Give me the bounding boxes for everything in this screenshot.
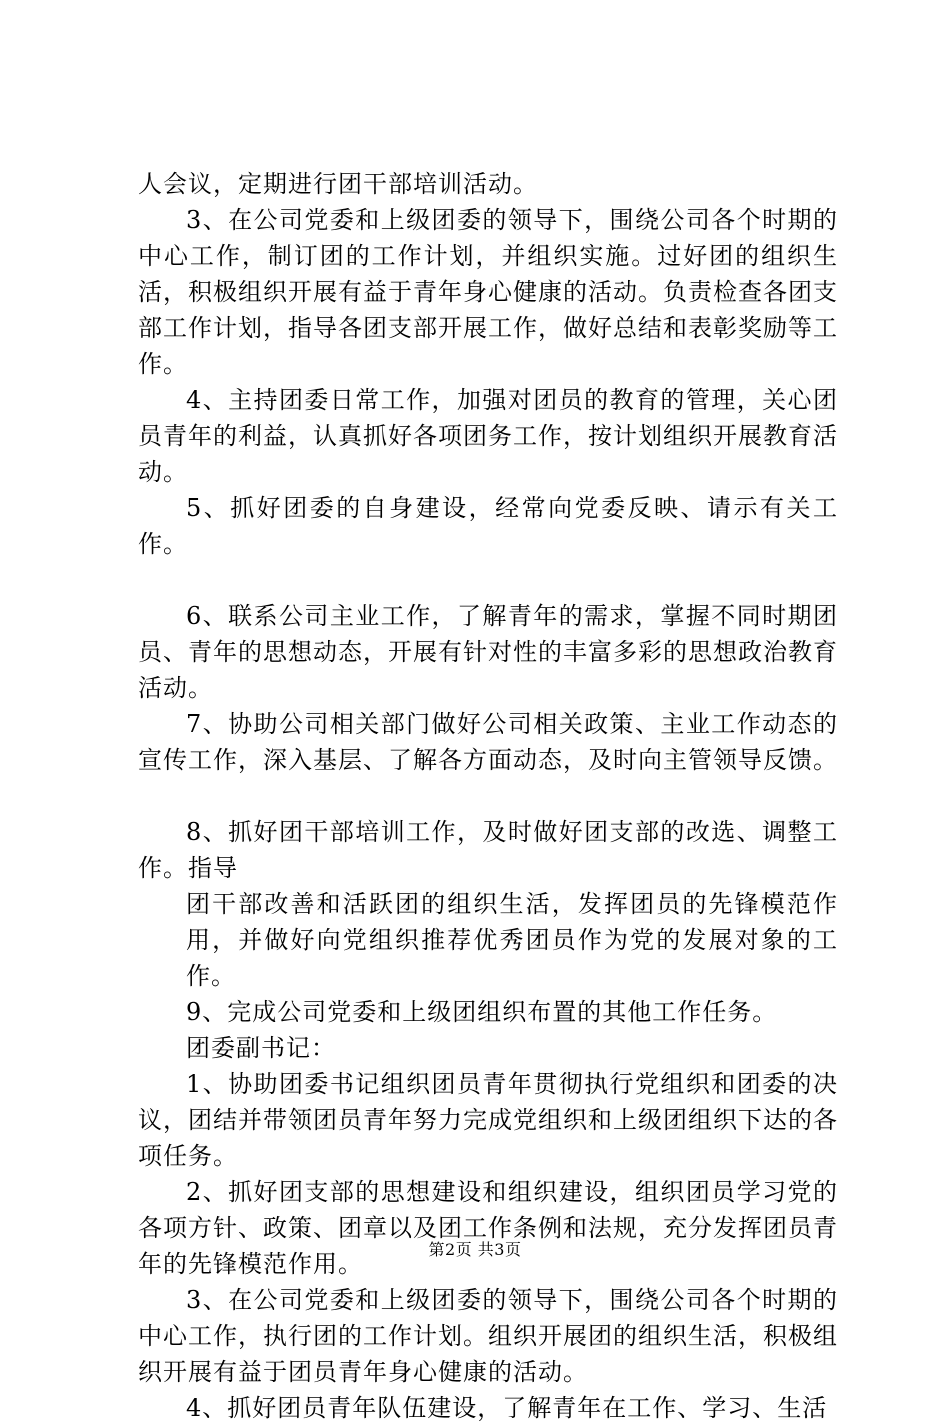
paragraph-item-3: 3、在公司党委和上级团委的领导下，围绕公司各个时期的中心工作，制订团的工作计划，并组织实施。过好团的组织生活，积极组织开展有益于青年身心健康的活动。负责检查各团支部工作计划，指导各团支部开展工作，做好总结和表彰奖励等工作。	[138, 206, 838, 378]
paragraph-deputy-item-2: 2、抓好团支部的思想建设和组织建设，组织团员学习党的各项方针、政策、团章以及团工作条例和法规，充分发挥团员青年的先锋模范作用。	[138, 1178, 838, 1278]
paragraph-item-8: 8、抓好团干部培训工作，及时做好团支部的改选、调整工作。指导	[138, 818, 838, 882]
paragraph-item-9: 9、完成公司党委和上级团组织布置的其他工作任务。	[186, 998, 778, 1026]
section-heading-deputy-secretary: 团委副书记：	[186, 1034, 336, 1062]
paragraph-item-5: 5、抓好团委的自身建设，经常向党委反映、请示有关工作。	[138, 494, 838, 558]
paragraph-continuation: 人会议，定期进行团干部培训活动。	[138, 170, 538, 198]
paragraph-item-6: 6、联系公司主业工作，了解青年的需求，掌握不同时期团员、青年的思想动态，开展有针对性的丰富多彩的思想政治教育活动。	[138, 602, 838, 702]
paragraph-item-7: 7、协助公司相关部门做好公司相关政策、主业工作动态的宣传工作，深入基层、了解各方面动态，及时向主管领导反馈。	[138, 710, 838, 774]
paragraph-deputy-item-1: 1、协助团委书记组织团员青年贯彻执行党组织和团委的决议，团结并带领团员青年努力完成党组织和上级团组织下达的各项任务。	[138, 1070, 838, 1170]
paragraph-item-8-continued: 团干部改善和活跃团的组织生活，发挥团员的先锋模范作用，并做好向党组织推荐优秀团员作为党的发展对象的工作。	[186, 890, 838, 990]
page-number-footer: 第2页 共3页	[428, 1240, 522, 1259]
paragraph-deputy-item-3: 3、在公司党委和上级团委的领导下，围绕公司各个时期的中心工作，执行团的工作计划。组织开展团的组织生活，积极组织开展有益于团员青年身心健康的活动。	[138, 1286, 838, 1386]
document-body	[138, 166, 838, 1426]
paragraph-item-4: 4、主持团委日常工作，加强对团员的教育的管理，关心团员青年的利益，认真抓好各项团务工作，按计划组织开展教育活动。	[138, 386, 838, 486]
paragraph-deputy-item-4: 4、抓好团员青年队伍建设，了解青年在工作、学习、生活	[186, 1394, 828, 1422]
